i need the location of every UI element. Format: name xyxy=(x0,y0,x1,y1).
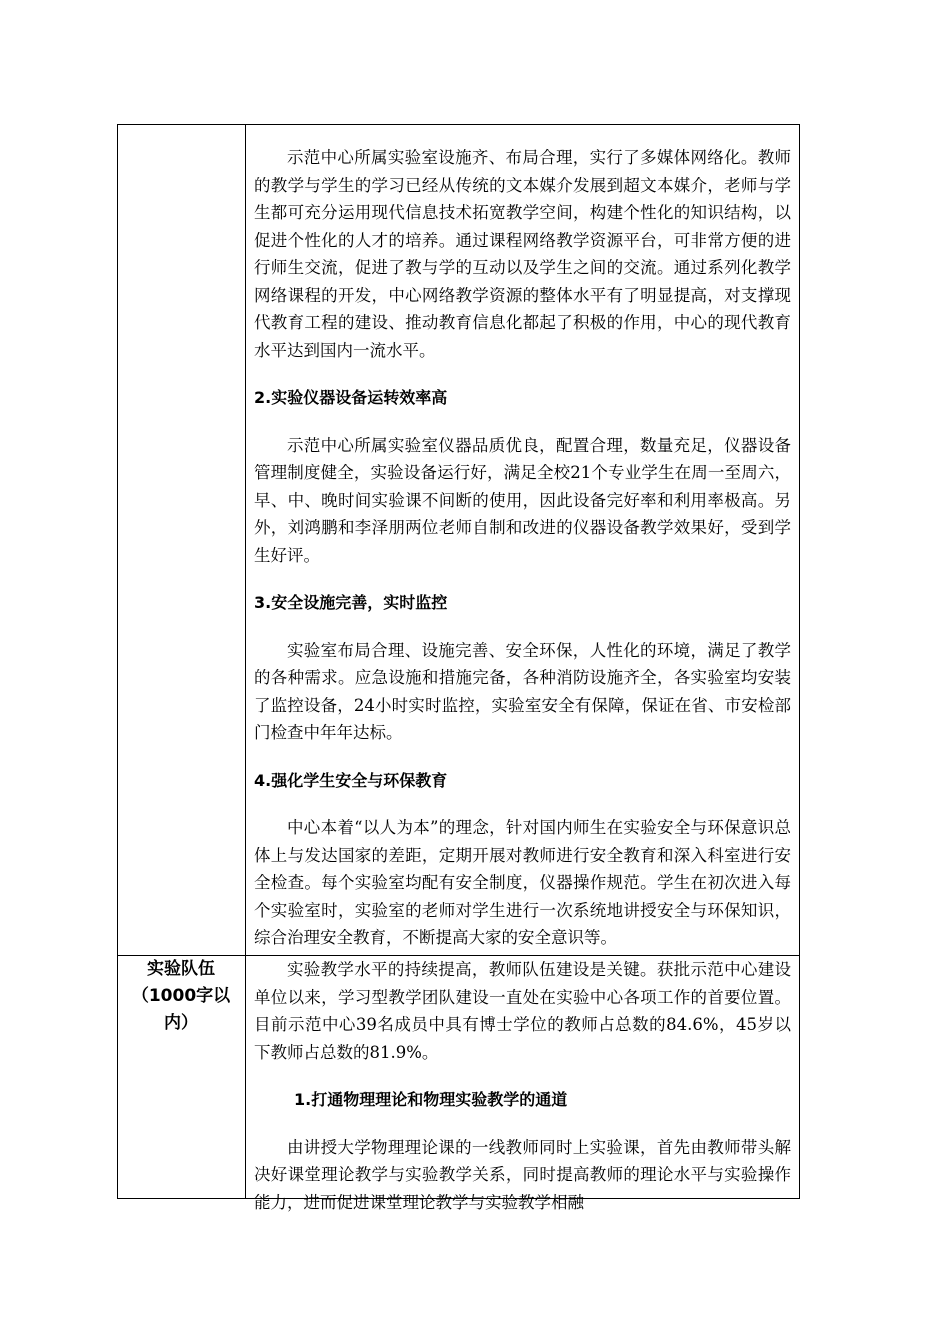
paragraph-safety: 实验室布局合理、设施完善、安全环保，人性化的环境，满足了教学的各种需求。应急设施和措施完备，各种消防设施齐全，各实验室均安装了监控设备，24小时实时监控，实验室安全有保障，保证在省、市安检部门检查中年年达标。 xyxy=(254,640,791,742)
paragraph-theory-experiment: 由讲授大学物理理论课的一线教师同时上实验课，首先由教师带头解决好课堂理论教学与实验教学关系，同时提高教师的理论水平与实验操作能力，进而促进课堂理论教学与实验教学相融 xyxy=(254,1137,791,1212)
table-top-border xyxy=(117,124,800,125)
row1-content-cell xyxy=(254,144,791,952)
heading-safety-education: 4.强化学生安全与环保教育 xyxy=(254,770,448,790)
word-limit-label-end: 内） xyxy=(164,1013,198,1033)
row2-content-cell xyxy=(254,956,791,1216)
paragraph-team-intro: 实验教学水平的持续提高，教师队伍建设是关键。获批示范中心建设单位以来，学习型教学团队建设一直处在实验中心各项工作的首要位置。目前示范中心39名成员中具有博士学位的教师占总数的84.6%，45岁以下教师占总数的81.9%。 xyxy=(254,960,791,1062)
paragraph-multimedia: 示范中心所属实验室设施齐、布局合理，实行了多媒体网络化。教师的教学与学生的学习已经从传统的文本媒介发展到超文本媒介，老师与学生都可充分运用现代信息技术拓宽教学空间，构建个性化的知识结构，以促进个性化的人才的培养。通过课程网络教学资源平台，可非常方便的进行师生交流，促进了教与学的互动以及学生之间的交流。通过系列化教学网络课程的开发，中心网络教学资源的整体水平有了明显提高，对支撑现代教育工程的建设、推动教育信息化都起了积极的作用，中心的现代教育水平达到国内一流水平。 xyxy=(254,148,791,360)
paragraph-equipment: 示范中心所属实验室仪器品质优良，配置合理，数量充足，仪器设备管理制度健全，实验设备运行好，满足全校21个专业学生在周一至周六，早、中、晚时间实验课不间断的使用，因此设备完好率和利用率极高。另外，刘鸿鹏和李泽朋两位老师自制和改进的仪器设备教学效果好，受到学生好评。 xyxy=(254,435,791,565)
row2-label-cell xyxy=(117,956,245,1037)
paragraph-education: 中心本着“以人为本”的理念，针对国内师生在实验安全与环保意识总体上与发达国家的差距，定期开展对教师进行安全教育和深入科室进行安全检查。每个实验室均配有安全制度，仪器操作规范。学生在初次进入每个实验室时，实验室的老师对学生进行一次系统地讲授安全与环保知识，综合治理安全教育，不断提高大家的安全意识等。 xyxy=(254,818,791,947)
table-left-border xyxy=(117,124,118,1199)
team-label: 实验队伍 xyxy=(147,959,215,979)
heading-safety-facilities: 3.安全设施完善，实时监控 xyxy=(254,593,448,612)
content-table xyxy=(117,124,800,1212)
column-divider xyxy=(245,124,246,1199)
heading-theory-experiment: 1.打通物理理论和物理实验教学的通道 xyxy=(294,1090,568,1109)
table-right-border xyxy=(799,124,800,1199)
heading-equipment-efficiency: 2.实验仪器设备运转效率高 xyxy=(254,388,448,407)
word-limit-label: （1000字以 xyxy=(131,986,231,1006)
